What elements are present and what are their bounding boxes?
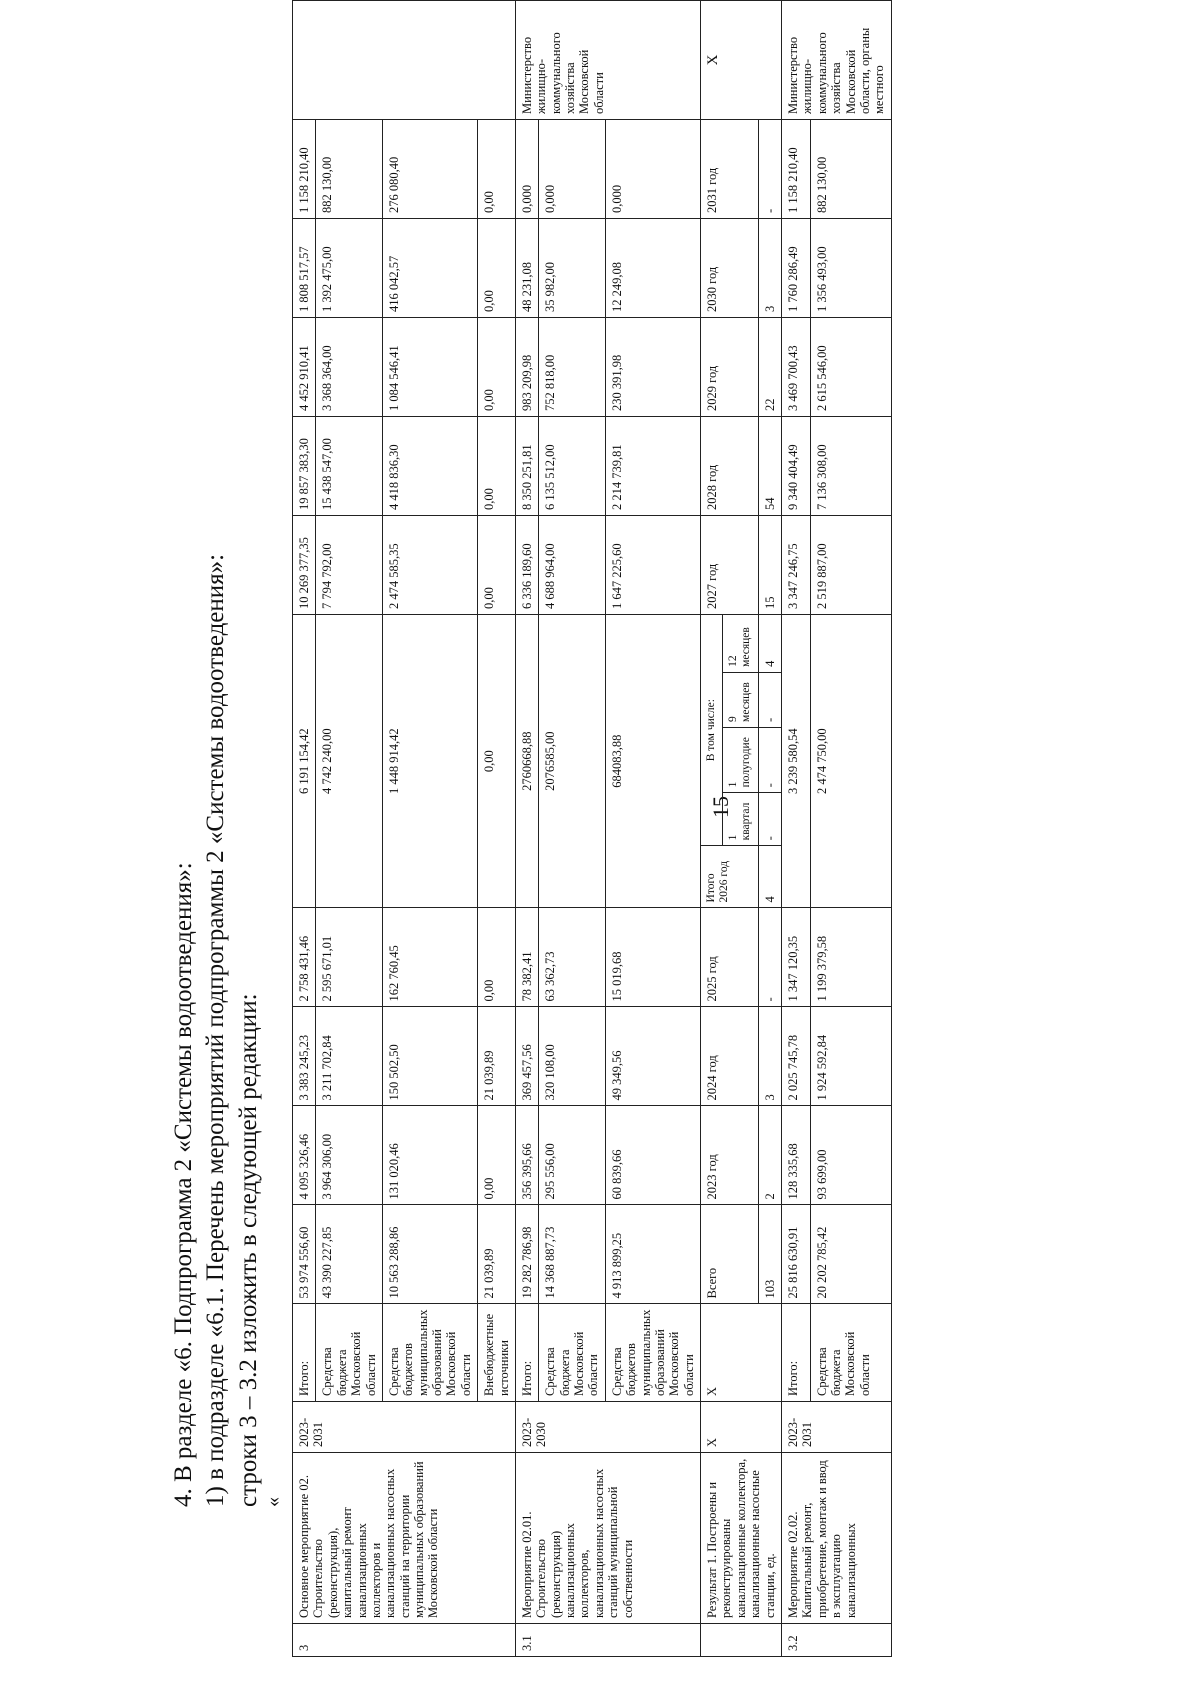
value-2025: 162 760,45 bbox=[382, 908, 477, 1007]
value-2023: 0,00 bbox=[478, 1106, 516, 1205]
page-number: 15 bbox=[708, 796, 733, 818]
value-2031: 1 158 210,40 bbox=[293, 120, 316, 219]
header-total: Всего bbox=[701, 1205, 759, 1304]
value-2025: 63 362,73 bbox=[539, 908, 606, 1007]
value-m9: - bbox=[758, 672, 781, 727]
value-2028: 15 438 547,00 bbox=[316, 417, 383, 516]
responsible-org: Министерство жилищно-коммунального хозяйства Московской области bbox=[515, 1, 700, 120]
value-2027: 7 794 792,00 bbox=[316, 516, 383, 615]
value-2025: 1 199 379,58 bbox=[810, 908, 891, 1007]
value-total: 43 390 227,85 bbox=[316, 1205, 383, 1304]
value-2026: 2 474 750,00 bbox=[810, 615, 891, 908]
funding-source: Средства бюджетов муниципальных образований Московской области bbox=[605, 1304, 700, 1402]
value-h1: - bbox=[758, 727, 781, 792]
value-2024: 1 924 592,84 bbox=[810, 1007, 891, 1106]
value-2025: 78 382,41 bbox=[515, 908, 538, 1007]
value-2027: 4 688 964,00 bbox=[539, 516, 606, 615]
value-total: 19 282 786,98 bbox=[515, 1205, 538, 1304]
value-2026: 1 448 914,42 bbox=[382, 615, 477, 908]
value-2030: 1 808 517,57 bbox=[293, 219, 316, 318]
value-total: 10 563 288,86 bbox=[382, 1205, 477, 1304]
value-2027: 1 647 225,60 bbox=[605, 516, 700, 615]
header-2025: 2025 год bbox=[701, 908, 759, 1007]
value-total: 20 202 785,42 bbox=[810, 1205, 891, 1304]
value-2024: 2 025 745,78 bbox=[782, 1007, 811, 1106]
value-total: 21 039,89 bbox=[478, 1205, 516, 1304]
funding-source: Средства бюджета Московской области bbox=[810, 1304, 891, 1402]
value-2029: 3 368 364,00 bbox=[316, 318, 383, 417]
value-2031: 0,000 bbox=[515, 120, 538, 219]
measure-name: Мероприятие 02.02. Капитальный ремонт, приобретение, монтаж и ввод в эксплуатацию канализационных bbox=[782, 1453, 892, 1624]
value-2027: 2 474 585,35 bbox=[382, 516, 477, 615]
value-2030: 416 042,57 bbox=[382, 219, 477, 318]
opening-quote: « bbox=[262, 1497, 284, 1507]
value-total: 14 368 887,73 bbox=[539, 1205, 606, 1304]
value-2026: 2760668,88 bbox=[515, 615, 538, 908]
funding-source: Итого: bbox=[515, 1304, 538, 1402]
result-name: Результат 1. Построены и реконструированы канализационные коллектора, канализационные насосные станции, ед. bbox=[701, 1453, 782, 1624]
value-2026: 3 239 580,54 bbox=[782, 615, 811, 908]
row-number: 3 bbox=[293, 1624, 516, 1657]
value-2026: 2076585,00 bbox=[539, 615, 606, 908]
header-2027: 2027 год bbox=[701, 516, 759, 615]
value-2026: 0,00 bbox=[478, 615, 516, 908]
value-2026: 4 bbox=[758, 846, 781, 908]
funding-source: Итого: bbox=[293, 1304, 316, 1402]
value-2027: 15 bbox=[758, 516, 781, 615]
value-2024: 21 039,89 bbox=[478, 1007, 516, 1106]
value-2031: 882 130,00 bbox=[810, 120, 891, 219]
funding-source: Средства бюджета Московской области bbox=[539, 1304, 606, 1402]
table-row bbox=[293, 1, 316, 1657]
value-2024: 369 457,56 bbox=[515, 1007, 538, 1106]
value-2024: 3 211 702,84 bbox=[316, 1007, 383, 1106]
value-2025: 2 758 431,46 bbox=[293, 908, 316, 1007]
value-2027: 10 269 377,35 bbox=[293, 516, 316, 615]
value-2024: 3 383 245,23 bbox=[293, 1007, 316, 1106]
header-2030: 2030 год bbox=[701, 219, 759, 318]
table-row bbox=[515, 1, 538, 1657]
value-m12: 4 bbox=[758, 615, 781, 673]
value-2024: 49 349,56 bbox=[605, 1007, 700, 1106]
value-2026: 4 742 240,00 bbox=[316, 615, 383, 908]
value-2025: 0,00 bbox=[478, 908, 516, 1007]
value-total: 4 913 899,25 bbox=[605, 1205, 700, 1304]
value-total: 53 974 556,60 bbox=[293, 1205, 316, 1304]
value-2031: 0,00 bbox=[478, 120, 516, 219]
value-2024: 150 502,50 bbox=[382, 1007, 477, 1106]
value-2026: 684083,88 bbox=[605, 615, 700, 908]
heading-line-3: строки 3 – 3.2 изложить в следующей редакции: bbox=[235, 993, 262, 1507]
value-2029: 1 084 546,41 bbox=[382, 318, 477, 417]
header-m12: 12 месяцев bbox=[723, 615, 758, 673]
header-2028: 2028 год bbox=[701, 417, 759, 516]
value-2023: 2 bbox=[758, 1106, 781, 1205]
result-years: X bbox=[701, 1402, 782, 1453]
value-2024: 3 bbox=[758, 1007, 781, 1106]
measure-years: 2023-2031 bbox=[293, 1402, 516, 1453]
measure-years: 2023-2030 bbox=[515, 1402, 700, 1453]
heading-line-1: 4. В разделе «6. Подпрограмма 2 «Системы водоотведения»: bbox=[170, 862, 197, 1507]
value-2029: 2 615 546,00 bbox=[810, 318, 891, 417]
value-2023: 4 095 326,46 bbox=[293, 1106, 316, 1205]
header-including: В том числе: bbox=[701, 615, 723, 846]
value-2028: 0,00 bbox=[478, 417, 516, 516]
value-2029: 22 bbox=[758, 318, 781, 417]
table-row bbox=[701, 1, 723, 1657]
value-2030: 12 249,08 bbox=[605, 219, 700, 318]
value-2023: 3 964 306,00 bbox=[316, 1106, 383, 1205]
header-h1: 1 полугодие bbox=[723, 727, 758, 792]
value-2029: 230 391,98 bbox=[605, 318, 700, 417]
measures-table bbox=[292, 0, 892, 1657]
measure-name: Основное мероприятие 02. Строительство (реконструкция), капитальный ремонт канализационных коллекторов и канализационных насосных станций на территории муниципальных образований Московской области bbox=[293, 1453, 516, 1624]
value-2023: 356 395,66 bbox=[515, 1106, 538, 1205]
value-2026: 6 191 154,42 bbox=[293, 615, 316, 908]
value-2030: 0,00 bbox=[478, 219, 516, 318]
value-2029: 983 209,98 bbox=[515, 318, 538, 417]
funding-source: Итого: bbox=[782, 1304, 811, 1402]
value-2027: 0,00 bbox=[478, 516, 516, 615]
value-2025: 15 019,68 bbox=[605, 908, 700, 1007]
value-2028: 8 350 251,81 bbox=[515, 417, 538, 516]
funding-source: Средства бюджетов муниципальных образований Московской области bbox=[382, 1304, 477, 1402]
value-total: 103 bbox=[758, 1205, 781, 1304]
value-2031: 0,000 bbox=[605, 120, 700, 219]
value-2028: 54 bbox=[758, 417, 781, 516]
value-2030: 1 760 286,49 bbox=[782, 219, 811, 318]
header-m9: 9 месяцев bbox=[723, 672, 758, 727]
value-2027: 3 347 246,75 bbox=[782, 516, 811, 615]
value-2023: 131 020,46 bbox=[382, 1106, 477, 1205]
value-2030: 3 bbox=[758, 219, 781, 318]
value-2031: 0,000 bbox=[539, 120, 606, 219]
value-2028: 7 136 308,00 bbox=[810, 417, 891, 516]
header-2024: 2024 год bbox=[701, 1007, 759, 1106]
value-2023: 295 556,00 bbox=[539, 1106, 606, 1205]
value-2027: 2 519 887,00 bbox=[810, 516, 891, 615]
table-row bbox=[782, 1, 811, 1657]
responsible-org bbox=[293, 1, 516, 120]
heading-line-2: 1) в подразделе «6.1. Перечень мероприятий подпрограммы 2 «Системы водоотведения»: bbox=[202, 553, 229, 1507]
value-2028: 9 340 404,49 bbox=[782, 417, 811, 516]
value-2027: 6 336 189,60 bbox=[515, 516, 538, 615]
header-q1: 1 квартал bbox=[723, 793, 758, 846]
value-total: 25 816 630,91 bbox=[782, 1205, 811, 1304]
value-2031: 276 080,40 bbox=[382, 120, 477, 219]
result-source: X bbox=[701, 1304, 782, 1402]
value-2025: 1 347 120,35 bbox=[782, 908, 811, 1007]
value-2023: 60 839,66 bbox=[605, 1106, 700, 1205]
value-2030: 1 392 475,00 bbox=[316, 219, 383, 318]
result-org: X bbox=[701, 1, 782, 120]
value-2023: 93 699,00 bbox=[810, 1106, 891, 1205]
header-2031: 2031 год bbox=[701, 120, 759, 219]
value-2031: - bbox=[758, 120, 781, 219]
value-2028: 4 418 836,30 bbox=[382, 417, 477, 516]
value-2028: 6 135 512,00 bbox=[539, 417, 606, 516]
value-2028: 2 214 739,81 bbox=[605, 417, 700, 516]
header-2026: Итого 2026 год bbox=[701, 846, 759, 908]
value-2029: 4 452 910,41 bbox=[293, 318, 316, 417]
value-2024: 320 108,00 bbox=[539, 1007, 606, 1106]
empty-cell bbox=[701, 1624, 782, 1657]
row-number: 3.2 bbox=[782, 1624, 892, 1657]
header-2029: 2029 год bbox=[701, 318, 759, 417]
value-2029: 3 469 700,43 bbox=[782, 318, 811, 417]
header-2023: 2023 год bbox=[701, 1106, 759, 1205]
row-number: 3.1 bbox=[515, 1624, 700, 1657]
value-2023: 128 335,68 bbox=[782, 1106, 811, 1205]
value-2029: 0,00 bbox=[478, 318, 516, 417]
funding-source: Средства бюджета Московской области bbox=[316, 1304, 383, 1402]
value-2029: 752 818,00 bbox=[539, 318, 606, 417]
value-q1: - bbox=[758, 793, 781, 846]
value-2031: 1 158 210,40 bbox=[782, 120, 811, 219]
funding-source: Внебюджетные источники bbox=[478, 1304, 516, 1402]
value-2030: 1 356 493,00 bbox=[810, 219, 891, 318]
measure-name: Мероприятие 02.01. Строительство (реконструкция) канализационных коллекторов, канализационных насосных станций муниципальной собственности bbox=[515, 1453, 700, 1624]
value-2025: 2 595 671,01 bbox=[316, 908, 383, 1007]
responsible-org: Министерство жилищно-коммунального хозяйства Московской области, органы местного bbox=[782, 1, 892, 120]
value-2025: - bbox=[758, 908, 781, 1007]
value-2030: 48 231,08 bbox=[515, 219, 538, 318]
value-2031: 882 130,00 bbox=[316, 120, 383, 219]
value-2028: 19 857 383,30 bbox=[293, 417, 316, 516]
measure-years: 2023-2031 bbox=[782, 1402, 892, 1453]
value-2030: 35 982,00 bbox=[539, 219, 606, 318]
